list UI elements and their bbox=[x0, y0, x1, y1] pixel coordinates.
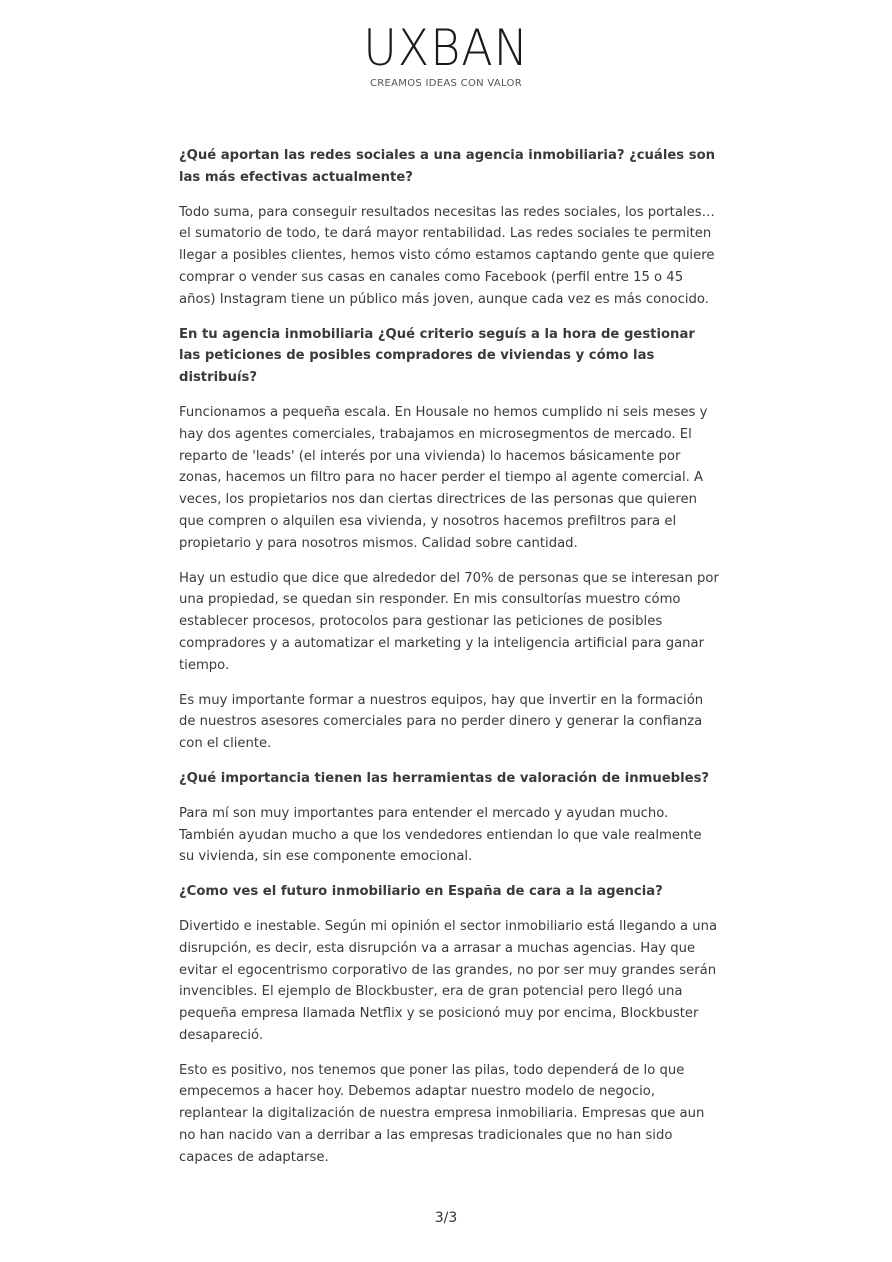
answer-paragraph: Hay un estudio que dice que alrededor del 70% de personas que se interesan por una propiedad, se quedan sin responder. En mis consultorías muestro cómo establecer procesos, protocolos para gestionar las peticiones de posibles compradores y a automatizar el marketing y la inteligencia artificial para ganar tiempo. bbox=[179, 570, 719, 673]
answer-paragraph: Funcionamos a pequeña escala. En Housale no hemos cumplido ni seis meses y hay dos agentes comerciales, trabajamos en microsegmentos de mercado. El reparto de 'leads' (el interés por una vivienda) lo hacemos básicamente por zonas, hacemos un filtro para no hacer perder el tiempo al agente comercial. A veces, los propietarios nos dan ciertas directrices de las personas que quieren que compren o alquilen esa vivienda, y nosotros hacemos prefiltros para el propietario y para nosotros mismos. Calidad sobre cantidad. bbox=[179, 404, 708, 551]
answer-paragraph: Para mí son muy importantes para entender el mercado y ayudan mucho. También ayudan mucho a que los vendedores entiendan lo que vale realmente su vivienda, sin ese componente emocional. bbox=[179, 805, 702, 865]
answer-paragraph: Es muy importante formar a nuestros equipos, hay que invertir en la formación de nuestros asesores comerciales para no perder dinero y generar la confianza con el cliente. bbox=[179, 692, 704, 752]
answer-paragraph: Todo suma, para conseguir resultados necesitas las redes sociales, los portales… el sumatorio de todo, te dará mayor rentabilidad. Las redes sociales te permiten llegar a posibles clientes, hemos visto cómo estamos captando gente que quiere comprar o vender sus casas en canales como Facebook (perfil entre 15 o 45 años) Instagram tiene un público más joven, aunque cada vez es más conocido. bbox=[179, 204, 715, 307]
brand-logo: UXBAN bbox=[363, 19, 529, 77]
article-body bbox=[179, 145, 719, 1182]
page-header bbox=[0, 19, 892, 89]
question-heading: ¿Como ves el futuro inmobiliario en España de cara a la agencia? bbox=[179, 884, 663, 900]
brand-tagline: CREAMOS IDEAS CON VALOR bbox=[370, 78, 522, 89]
answer-paragraph: Esto es positivo, nos tenemos que poner las pilas, todo dependerá de lo que empecemos a hacer hoy. Debemos adaptar nuestro modelo de negocio, replantear la digitalización de nuestra empresa inmobiliaria. Empresas que aun no han nacido van a derribar a las empresas tradicionales que no han sido capaces de adaptarse. bbox=[179, 1062, 705, 1165]
question-heading: ¿Qué importancia tienen las herramientas de valoración de inmuebles? bbox=[179, 770, 710, 786]
question-heading: ¿Qué aportan las redes sociales a una agencia inmobiliaria? ¿cuáles son las más efectivas actualmente? bbox=[179, 148, 716, 185]
answer-paragraph: Divertido e inestable. Según mi opinión el sector inmobiliario está llegando a una disrupción, es decir, esta disrupción va a arrasar a muchas agencias. Hay que evitar el egocentrismo corporativo de las grandes, no por ser muy grandes serán invencibles. El ejemplo de Blockbuster, era de gran potencial pero llegó una pequeña empresa llamada Netflix y se posicionó muy por encima, Blockbuster desapareció. bbox=[179, 918, 718, 1043]
page-number: 3/3 bbox=[434, 1210, 458, 1226]
question-heading: En tu agencia inmobiliaria ¿Qué criterio seguís a la hora de gestionar las peticiones de posibles compradores de viviendas y cómo las distribuís? bbox=[179, 326, 695, 386]
